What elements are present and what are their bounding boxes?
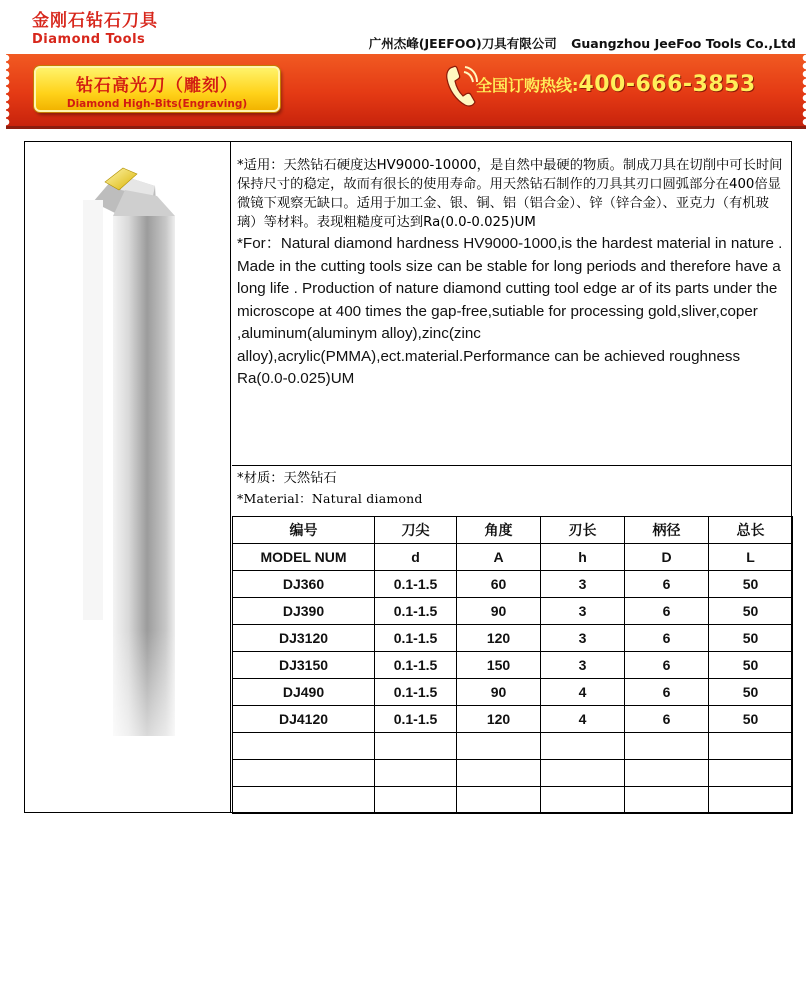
empty-cell (233, 760, 375, 787)
table-cell: 3 (541, 598, 625, 625)
banner-edge-left (6, 54, 14, 126)
brand-logo (32, 6, 158, 47)
brand-name-en: Diamond Tools (32, 32, 146, 47)
empty-cell (541, 733, 625, 760)
model-cell: DJ3150 (233, 652, 375, 679)
empty-cell (457, 733, 541, 760)
table-row (233, 625, 793, 652)
table-cell: 50 (709, 571, 793, 598)
header-cell: d (375, 544, 457, 571)
product-detail-box (24, 141, 792, 813)
header-cell: 角度 (457, 517, 541, 544)
table-cell: 4 (541, 706, 625, 733)
header-cell: 柄径 (625, 517, 709, 544)
empty-row (233, 733, 793, 760)
model-cell: DJ490 (233, 679, 375, 706)
material-info (232, 466, 791, 514)
product-title-box (34, 66, 280, 112)
diamond-tool-image (65, 160, 195, 800)
table-cell: 0.1-1.5 (375, 625, 457, 652)
empty-cell (233, 787, 375, 814)
table-cell: 6 (625, 706, 709, 733)
material-en: *Material：Natural diamond (237, 491, 423, 506)
table-cell: 120 (457, 625, 541, 652)
table-cell: 6 (625, 571, 709, 598)
table-cell: 50 (709, 598, 793, 625)
table-cell: 90 (457, 679, 541, 706)
header-cell: A (457, 544, 541, 571)
hotline-number: 400-666-3853 (578, 72, 756, 97)
table-row (233, 652, 793, 679)
header-cell: 编号 (233, 517, 375, 544)
empty-cell (375, 787, 457, 814)
empty-cell (375, 760, 457, 787)
table-cell: 3 (541, 652, 625, 679)
order-hotline (476, 72, 756, 97)
empty-row (233, 760, 793, 787)
table-cell: 0.1-1.5 (375, 598, 457, 625)
table-cell: 0.1-1.5 (375, 706, 457, 733)
company-name-cn: 广州杰峰(JEEFOO)刀具有限公司 (368, 36, 557, 51)
table-cell: 120 (457, 706, 541, 733)
table-cell: 6 (625, 625, 709, 652)
company-name (369, 34, 796, 52)
table-row (233, 598, 793, 625)
company-name-en: Guangzhou JeeFoo Tools Co.,Ltd (571, 36, 796, 51)
header-cell: h (541, 544, 625, 571)
table-cell: 4 (541, 679, 625, 706)
model-cell: DJ390 (233, 598, 375, 625)
table-cell: 0.1-1.5 (375, 652, 457, 679)
header-cell: 刀尖 (375, 517, 457, 544)
description-en: *For：Natural diamond hardness HV9000-1000,is the hardest material in nature . Made in the cutting tools size can be stable for long periods and therefore have a long life . Production of nature diamond cutting tool edge ar of its parts under the microscope at 400 times the gap-free,sutiable for processing gold,sliver,coper ,aluminum(aluminym alloy),zinc(zinc alloy),acrylic(PMMA),ect.material.Performance can be achieved roughness Ra(0.0-0.025)UM (237, 235, 783, 387)
table-header-cn (233, 517, 793, 544)
table-cell: 50 (709, 706, 793, 733)
header-cell: D (625, 544, 709, 571)
empty-cell (709, 760, 793, 787)
header-cell: MODEL NUM (233, 544, 375, 571)
table-cell: 50 (709, 625, 793, 652)
empty-cell (541, 760, 625, 787)
model-cell: DJ4120 (233, 706, 375, 733)
empty-cell (457, 787, 541, 814)
spec-table (232, 516, 793, 814)
empty-cell (541, 787, 625, 814)
product-title-en: Diamond High-Bits(Engraving) (66, 98, 248, 110)
table-row (233, 679, 793, 706)
phone-icon (444, 64, 478, 108)
model-cell: DJ3120 (233, 625, 375, 652)
banner-edge-right (798, 54, 806, 126)
empty-cell (625, 760, 709, 787)
empty-cell (375, 733, 457, 760)
empty-cell (625, 733, 709, 760)
table-cell: 150 (457, 652, 541, 679)
table-cell: 0.1-1.5 (375, 679, 457, 706)
table-cell: 6 (625, 598, 709, 625)
table-cell: 6 (625, 652, 709, 679)
product-description (232, 142, 791, 466)
material-cn: *材质：天然钻石 (237, 471, 337, 486)
table-cell: 3 (541, 625, 625, 652)
empty-cell (625, 787, 709, 814)
table-cell: 0.1-1.5 (375, 571, 457, 598)
table-cell: 60 (457, 571, 541, 598)
product-title-cn: 钻石高光刀（雕刻） (76, 76, 238, 96)
table-row (233, 571, 793, 598)
table-cell: 6 (625, 679, 709, 706)
empty-row (233, 787, 793, 814)
empty-cell (457, 760, 541, 787)
header-cell: 刃长 (541, 517, 625, 544)
table-cell: 90 (457, 598, 541, 625)
table-row (233, 706, 793, 733)
header-cell: L (709, 544, 793, 571)
description-cn: *适用：天然钻石硬度达HV9000-10000，是自然中最硬的物质。制成刀具在切削中可长时间保持尺寸的稳定，故而有很长的使用寿命。用天然钻石制作的刀具其刃口圆弧部分在400倍显微镜下观察无缺口。适用于加工金、银、铜、铝（铝合金）、锌（锌合金）、亚克力（有机玻璃）等材料。表现粗糙度可达到Ra(0.0-0.025)UM (237, 158, 783, 230)
table-cell: 50 (709, 652, 793, 679)
empty-cell (709, 787, 793, 814)
table-cell: 50 (709, 679, 793, 706)
brand-name-cn: 金刚石钻石刀具 (32, 11, 158, 31)
empty-cell (709, 733, 793, 760)
product-image-cell (25, 142, 231, 812)
header-cell: 总长 (709, 517, 793, 544)
table-cell: 3 (541, 571, 625, 598)
empty-cell (233, 733, 375, 760)
hotline-label: 全国订购热线: (476, 76, 579, 95)
model-cell: DJ360 (233, 571, 375, 598)
banner-divider (6, 126, 806, 129)
table-header-en (233, 544, 793, 571)
